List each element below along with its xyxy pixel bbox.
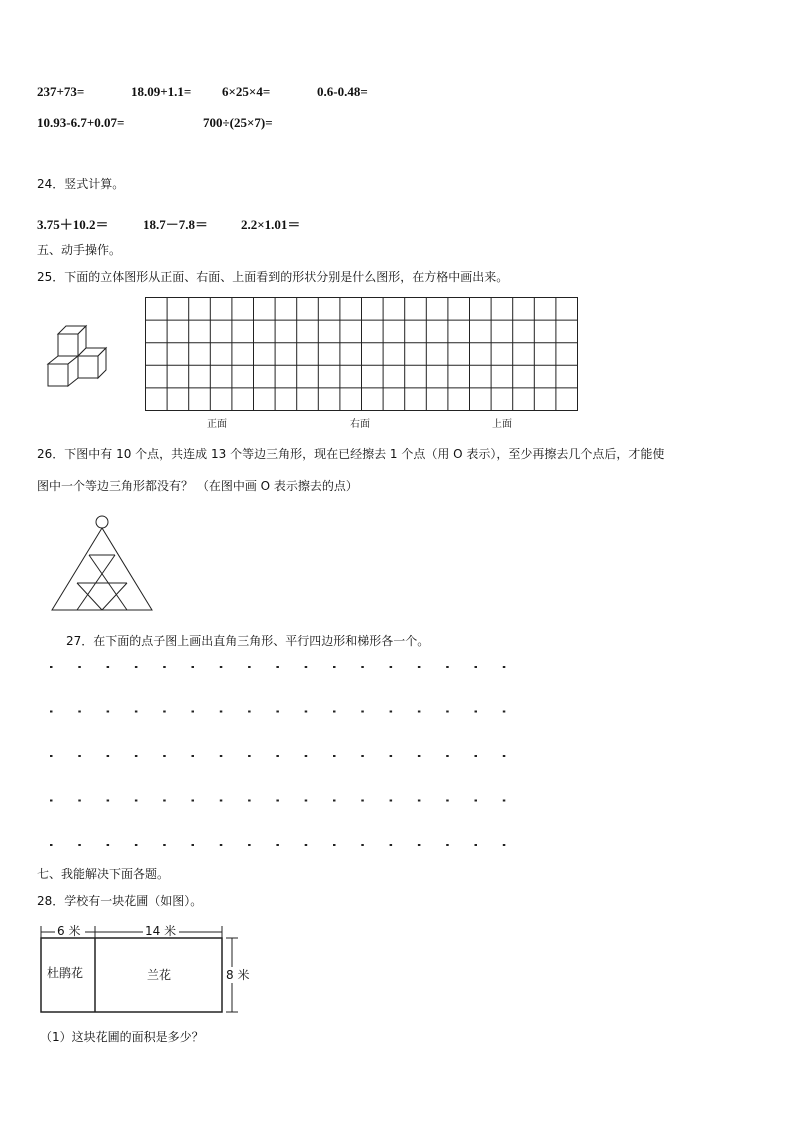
grid-dot bbox=[446, 800, 449, 802]
grid-dot bbox=[220, 755, 223, 757]
dim-6m: 6 米 bbox=[57, 924, 81, 938]
grid-dot bbox=[163, 666, 166, 668]
grid-dot bbox=[418, 666, 421, 668]
q25-grid bbox=[145, 297, 578, 411]
grid-dot bbox=[333, 755, 336, 757]
grid-dot bbox=[50, 755, 53, 757]
grid-dot bbox=[163, 755, 166, 757]
grid-dot bbox=[305, 800, 308, 802]
grid-dot bbox=[276, 666, 279, 668]
grid-label-top: 上面 bbox=[492, 419, 512, 430]
section-7-heading: 七、我能解决下面各题。 bbox=[37, 867, 170, 881]
grid-dot bbox=[135, 666, 138, 668]
dot-grid bbox=[44, 660, 514, 850]
grid-dot bbox=[135, 711, 138, 713]
grid-dot bbox=[78, 711, 81, 713]
grid-dot bbox=[276, 755, 279, 757]
grid-dot bbox=[276, 711, 279, 713]
grid-dot bbox=[50, 844, 53, 846]
grid-dot bbox=[248, 666, 251, 668]
grid-dot bbox=[475, 711, 478, 713]
grid-dot bbox=[78, 844, 81, 846]
grid-dot bbox=[220, 666, 223, 668]
grid-dot bbox=[333, 844, 336, 846]
grid-dot bbox=[446, 844, 449, 846]
grid-dot bbox=[305, 844, 308, 846]
grid-dot bbox=[418, 711, 421, 713]
grid-dot bbox=[503, 711, 506, 713]
grid-dot bbox=[135, 844, 138, 846]
grid-dot bbox=[163, 711, 166, 713]
grid-dot bbox=[333, 711, 336, 713]
grid-dot bbox=[192, 755, 195, 757]
q28-title: 28．学校有一块花圃（如图）。 bbox=[37, 894, 203, 908]
q25-title: 25．下面的立体图形从正面、右面、上面看到的形状分别是什么图形，在方格中画出来。 bbox=[37, 270, 509, 284]
grid-dot bbox=[333, 666, 336, 668]
triangle-figure bbox=[48, 514, 158, 612]
q28-sub-1: （1）这块花圃的面积是多少？ bbox=[40, 1030, 204, 1044]
grid-dot bbox=[192, 666, 195, 668]
erased-point-icon bbox=[96, 516, 108, 528]
grid-dot bbox=[192, 844, 195, 846]
cube-figure bbox=[44, 322, 114, 392]
grid-dot bbox=[446, 755, 449, 757]
q24-item-1: 3.75＋10.2＝ bbox=[37, 217, 109, 232]
grid-dot bbox=[333, 800, 336, 802]
grid-dot bbox=[418, 844, 421, 846]
grid-dot bbox=[390, 844, 393, 846]
grid-dot bbox=[446, 711, 449, 713]
region-orchid: 兰花 bbox=[147, 968, 172, 982]
grid-dot bbox=[220, 711, 223, 713]
grid-dot bbox=[192, 800, 195, 802]
grid-dot bbox=[390, 755, 393, 757]
grid-dot bbox=[305, 755, 308, 757]
grid-dot bbox=[503, 666, 506, 668]
expr-6: 700÷(25×7)= bbox=[203, 115, 273, 130]
grid-dot bbox=[248, 711, 251, 713]
q24-item-2: 18.7－7.8＝ bbox=[143, 217, 209, 232]
grid-dot bbox=[163, 800, 166, 802]
grid-dot bbox=[50, 800, 53, 802]
grid-dot bbox=[361, 844, 364, 846]
grid-label-front: 正面 bbox=[207, 419, 227, 430]
expr-5: 10.93-6.7+0.07= bbox=[37, 115, 125, 130]
grid-dot bbox=[276, 844, 279, 846]
grid-dot bbox=[107, 755, 110, 757]
dim-14m: 14 米 bbox=[145, 924, 177, 938]
q26-line-2: 图中一个等边三角形都没有？ （在图中画 O 表示擦去的点） bbox=[37, 479, 358, 493]
grid-dot bbox=[276, 800, 279, 802]
grid-dot bbox=[390, 711, 393, 713]
grid-dot bbox=[503, 800, 506, 802]
grid-dot bbox=[475, 800, 478, 802]
q24-title: 24．竖式计算。 bbox=[37, 177, 125, 191]
grid-dot bbox=[192, 711, 195, 713]
grid-dot bbox=[446, 666, 449, 668]
q27-title: 27．在下面的点子图上画出直角三角形、平行四边形和梯形各一个。 bbox=[66, 634, 430, 648]
grid-dot bbox=[248, 755, 251, 757]
grid-dot bbox=[418, 800, 421, 802]
grid-dot bbox=[305, 711, 308, 713]
grid-dot bbox=[78, 800, 81, 802]
grid-dot bbox=[503, 755, 506, 757]
dim-8m: 8 米 bbox=[226, 968, 250, 982]
grid-dot bbox=[107, 844, 110, 846]
grid-dot bbox=[135, 800, 138, 802]
grid-dot bbox=[163, 844, 166, 846]
grid-dot bbox=[135, 755, 138, 757]
expr-1: 237+73= bbox=[37, 84, 85, 99]
grid-dot bbox=[248, 844, 251, 846]
expr-4: 0.6-0.48= bbox=[317, 84, 368, 99]
grid-dot bbox=[475, 666, 478, 668]
grid-dot bbox=[107, 666, 110, 668]
grid-dot bbox=[503, 844, 506, 846]
grid-dot bbox=[361, 666, 364, 668]
grid-dot bbox=[361, 755, 364, 757]
expr-2: 18.09+1.1= bbox=[131, 84, 192, 99]
grid-dot bbox=[50, 711, 53, 713]
grid-dot bbox=[248, 800, 251, 802]
grid-dot bbox=[305, 666, 308, 668]
grid-dot bbox=[78, 666, 81, 668]
grid-dot bbox=[475, 844, 478, 846]
q26-line-1: 26．下图中有 10 个点，共连成 13 个等边三角形，现在已经擦去 1 个点（用 O 表示），至少再擦去几个点后，才能使 bbox=[37, 447, 665, 461]
grid-dot bbox=[220, 800, 223, 802]
grid-dot bbox=[418, 755, 421, 757]
region-azalea: 杜鹃花 bbox=[47, 966, 84, 980]
grid-dot bbox=[390, 800, 393, 802]
grid-dot bbox=[475, 755, 478, 757]
grid-dot bbox=[50, 666, 53, 668]
section-5-heading: 五、动手操作。 bbox=[37, 243, 122, 257]
grid-dot bbox=[361, 800, 364, 802]
grid-label-right: 右面 bbox=[350, 419, 370, 430]
expr-3: 6×25×4= bbox=[222, 84, 271, 99]
grid-dot bbox=[220, 844, 223, 846]
grid-dot bbox=[107, 800, 110, 802]
q24-item-3: 2.2×1.01＝ bbox=[241, 217, 301, 232]
grid-dot bbox=[390, 666, 393, 668]
grid-dot bbox=[361, 711, 364, 713]
grid-dot bbox=[107, 711, 110, 713]
grid-dot bbox=[78, 755, 81, 757]
